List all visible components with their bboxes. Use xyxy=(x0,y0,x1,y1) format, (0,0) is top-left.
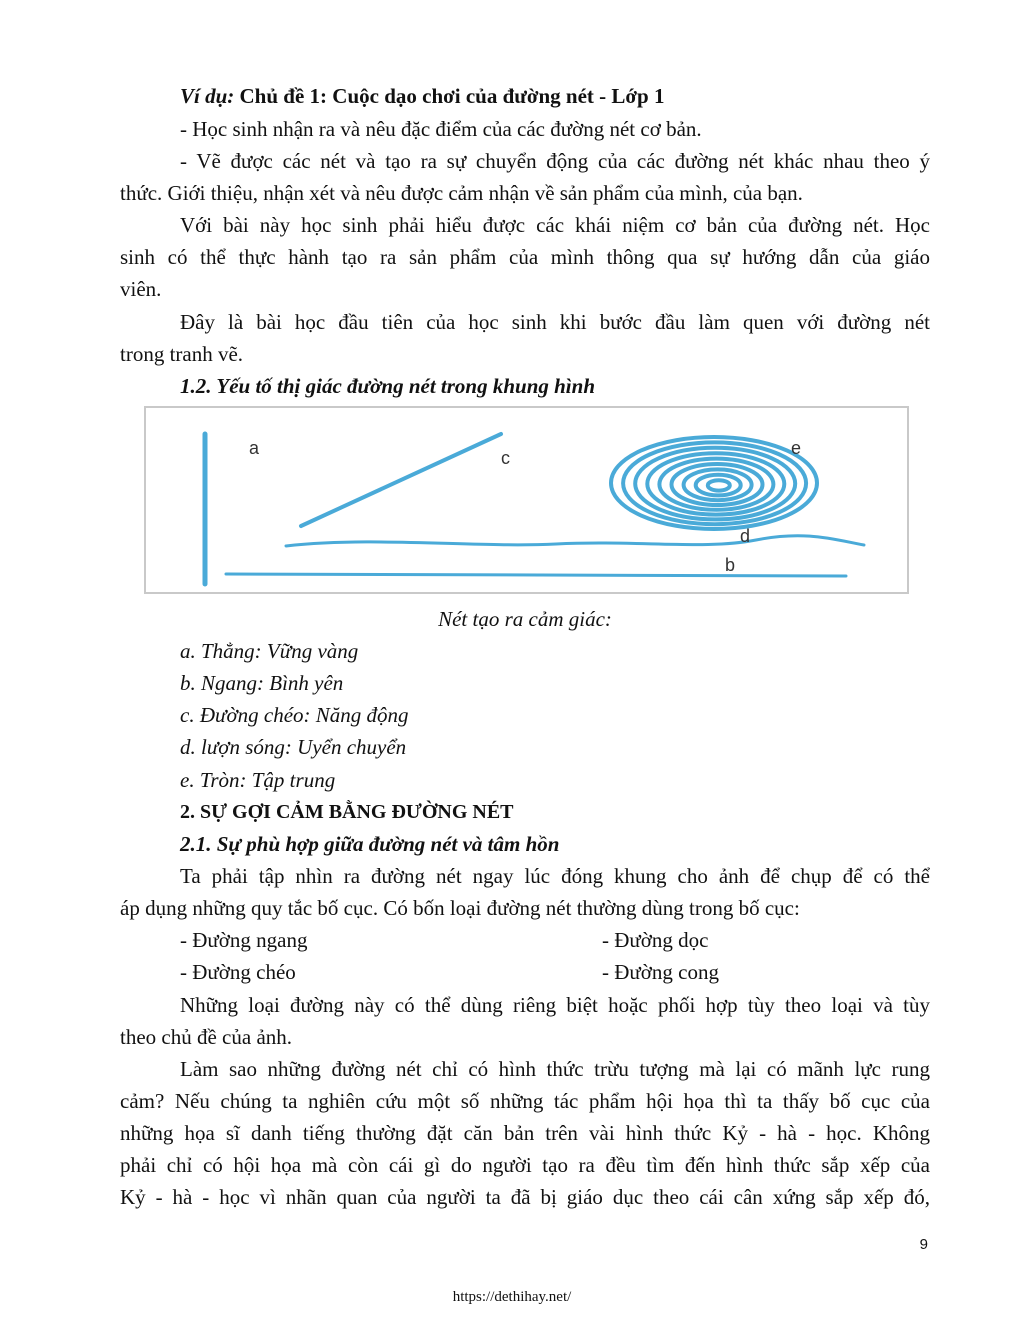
paragraph-line: cảm? Nếu chúng ta nghiên cứu một số những tác phẩm hội họa thì ta thấy bố cục của xyxy=(120,1089,930,1113)
feeling-item: a. Thẳng: Vững vàng xyxy=(180,639,359,663)
line-types-figure xyxy=(144,406,909,594)
paragraph-line: sinh có thể thực hành tạo ra sản phẩm của mình thông qua sự hướng dẫn của giáo xyxy=(120,245,930,269)
example-label: Ví dụ: xyxy=(180,84,235,108)
example-title: Chủ đề 1: Cuộc dạo chơi của đường nét - Lớp 1 xyxy=(234,84,665,108)
figure-label-e: e xyxy=(791,438,802,458)
horizontal-line-b xyxy=(226,574,846,576)
diagonal-line-c xyxy=(301,434,501,526)
paragraph-line: Làm sao những đường nét chỉ có hình thức trừu tượng mà lại có mãnh lực rung xyxy=(180,1057,930,1081)
example-heading xyxy=(180,80,930,112)
figure-label-c: c xyxy=(501,448,510,468)
bullet-line: thức. Giới thiệu, nhận xét và nêu được cảm nhận về sản phẩm của mình, của bạn. xyxy=(120,181,803,205)
paragraph-line: Ta phải tập nhìn ra đường nét ngay lúc đóng khung cho ảnh để chụp để có thể xyxy=(180,864,930,888)
spiral-circle-e xyxy=(611,437,817,529)
figure-label-a: a xyxy=(249,438,260,458)
line-type-row xyxy=(180,924,930,956)
spiral-ring xyxy=(708,480,730,490)
paragraph-line: viên. xyxy=(120,277,162,301)
footer-url: https://dethihay.net/ xyxy=(452,1289,572,1305)
feeling-item: e. Tròn: Tập trung xyxy=(180,768,336,792)
figure-label-d: d xyxy=(740,526,751,546)
figure-label-b: b xyxy=(725,555,736,575)
section-heading-2: 2. SỰ GỢI CẢM BẰNG ĐƯỜNG NÉT xyxy=(180,801,514,823)
line-types-illustration xyxy=(146,408,907,592)
paragraph-line: Những loại đường này có thể dùng riêng biệt hoặc phối hợp tùy theo loại và tùy xyxy=(180,993,930,1017)
feeling-item: c. Đường chéo: Năng động xyxy=(180,703,409,727)
paragraph-line: Kỷ - hà - học vì nhãn quan của người ta đã bị giáo dục theo cái cân xứng sắp xếp đó, xyxy=(120,1185,930,1209)
figure-caption: Nét tạo ra cảm giác: xyxy=(438,607,612,631)
paragraph-line: những họa sĩ danh tiếng thường đặt căn bản trên vài hình thức Kỷ - hà - học. Không xyxy=(120,1121,930,1145)
wavy-line-d xyxy=(286,536,864,546)
line-type-item: - Đường dọc xyxy=(602,928,709,952)
section-heading-1-2: 1.2. Yếu tố thị giác đường nét trong khung hình xyxy=(180,374,595,398)
paragraph-line: Với bài này học sinh phải hiểu được các khái niệm cơ bản của đường nét. Học xyxy=(180,213,930,237)
paragraph-line: Đây là bài học đầu tiên của học sinh khi bước đầu làm quen với đường nét xyxy=(180,310,930,334)
page-number: 9 xyxy=(919,1236,928,1253)
bullet-line: - Vẽ được các nét và tạo ra sự chuyển động của các đường nét khác nhau theo ý xyxy=(180,149,930,173)
feeling-item: d. lượn sóng: Uyển chuyển xyxy=(180,735,407,759)
line-type-item: - Đường cong xyxy=(602,960,719,984)
line-type-row xyxy=(180,956,930,988)
feeling-item: b. Ngang: Bình yên xyxy=(180,671,344,695)
line-type-item: - Đường chéo xyxy=(180,960,296,984)
section-heading-2-1: 2.1. Sự phù hợp giữa đường nét và tâm hồn xyxy=(180,832,560,856)
line-type-item: - Đường ngang xyxy=(180,928,308,952)
paragraph-line: theo chủ đề của ảnh. xyxy=(120,1025,293,1049)
paragraph-line: trong tranh vẽ. xyxy=(120,342,244,366)
paragraph-line: phải chỉ có hội họa mà còn cái gì do người tạo ra đều tìm đến hình thức sắp xếp của xyxy=(120,1153,930,1177)
paragraph-line: áp dụng những quy tắc bố cục. Có bốn loại đường nét thường dùng trong bố cục: xyxy=(120,896,800,920)
bullet-line: - Học sinh nhận ra và nêu đặc điểm của các đường nét cơ bản. xyxy=(180,117,702,141)
